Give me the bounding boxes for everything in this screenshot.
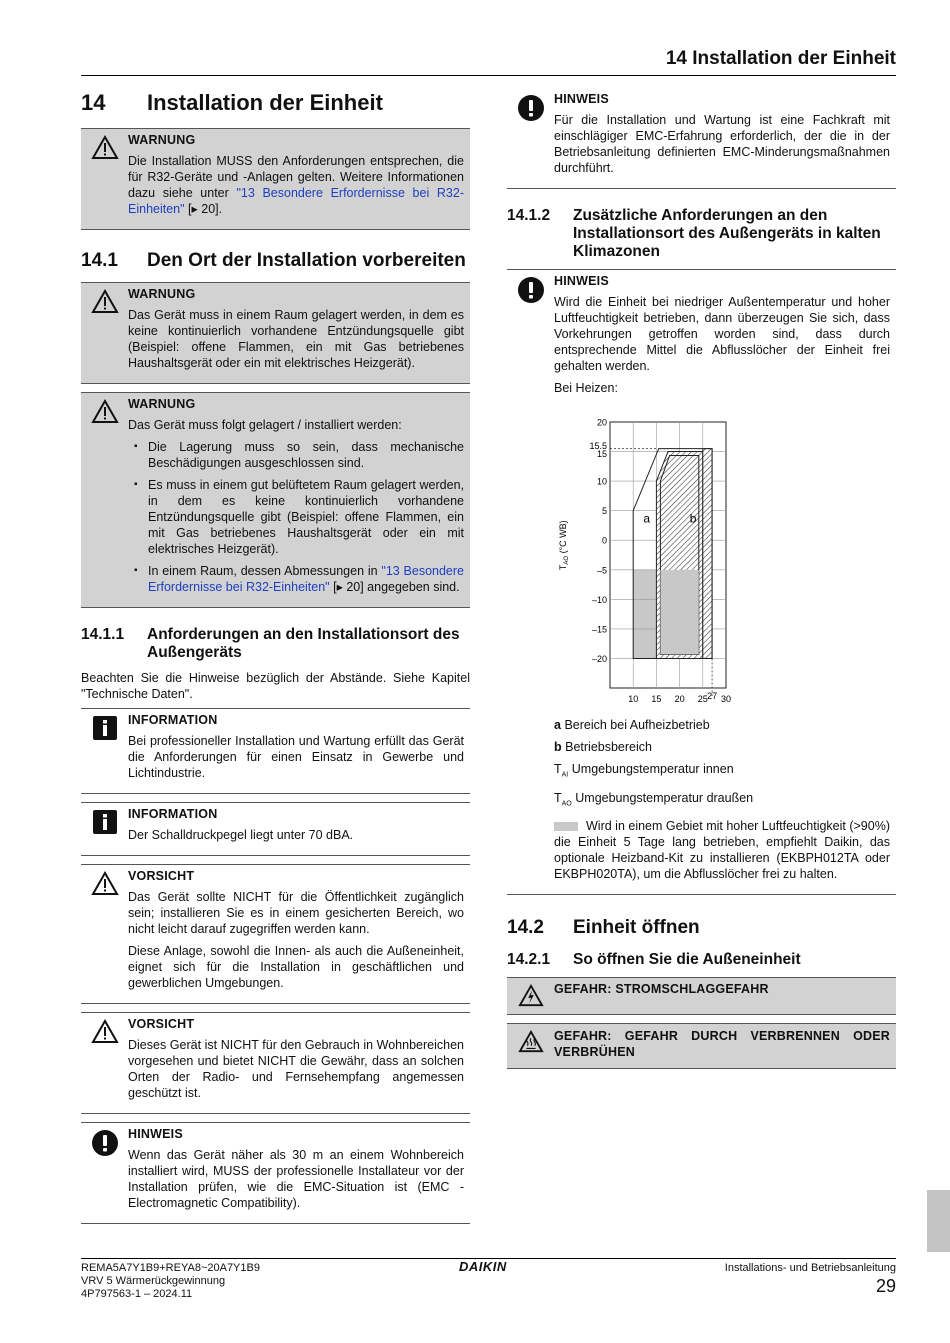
warning-text: Die Installation MUSS den Anforderungen entsprechen, die für R32-Geräte und -Anlagen gelten. Weitere Informationen dazu siehe unter "13 Besondere Erfordernisse bei R32-Einheiten" [▸ 20]. [128,154,464,216]
notice-exclamation-icon [81,1127,128,1217]
grey-swatch [554,822,578,831]
region-label-a: a [643,511,651,526]
chapter-title: Installation der Einheit [147,90,383,115]
information-text: Bei professioneller Installation und Wartung erfüllt das Gerät die Anforderungen für einen Einsatz in Gewerbe und Lichtindustrie. [128,734,464,780]
footer-document-info: REMA5A7Y1B9+REYA8~20A7Y1B9 VRV 5 Wärmerückgewinnung 4P797563-1 – 2024.11 [81,1262,260,1300]
warning-box [81,282,470,384]
running-header-title: 14 Installation der Einheit [665,48,896,69]
list-item: ▪ Die Lagerung muss so sein, dass mechanische Beschädigungen ausgeschlossen sind. [128,439,464,471]
danger-box [507,1023,896,1069]
caution-box [81,1012,470,1114]
chapter-number: 14 [81,90,106,115]
chapter-heading [81,90,470,116]
caution-text: Dieses Gerät ist NICHT für den Gebrauch in Wohnbereichen vorgesehen und bietet NICHT die Gewähr, dass an solchen Orten der Radio- und Fernsehempfang angemessen geschützt ist. [128,1038,464,1100]
warning-box [81,392,470,608]
hot-surface-warning-icon [507,1028,554,1062]
subsection-heading: 14.2.1 So öffnen Sie die Außeneinheit [507,951,801,968]
header-rule [81,75,896,76]
list-item: ▪ In einem Raum, dessen Abmessungen in "13 Besondere Erfordernisse bei R32-Einheiten" [▸ 20] angegeben sind. [128,563,464,595]
y-axis-label: $T_{AO}$ (°C WB) [558,520,570,571]
information-box [81,708,470,794]
caution-triangle-icon [81,869,128,997]
y-tick-label: 15.5 [589,441,607,452]
legend-tao: $T_{AO}$ Umgebungstemperatur draußen [554,790,754,807]
legend-tai: $T_{AI}$ Umgebungstemperatur innen [554,762,734,779]
subsection-heading: 14.1.1 Anforderungen an den Installationsort des Außengeräts [81,626,460,661]
warning-box [81,128,470,230]
caution-title: VORSICHT [128,869,195,883]
caution-triangle-icon [81,1017,128,1107]
caution-text: Diese Anlage, sowohl die Innen- als auch die Außeneinheit, eignet sich für die Installation in geschäftlichen und gewerblichen Umgebungen. [128,944,464,990]
information-title: INFORMATION [128,807,218,821]
right-column [507,88,896,1077]
caution-text: Das Gerät sollte NICHT für die Öffentlichkeit zugänglich sein; installieren Sie es in einem gesicherten Bereich, wo nicht leicht darauf zugegriffen werden kann. [128,890,464,936]
region-label-b: b [689,511,697,526]
information-icon [81,713,128,787]
y-tick-label: –20 [591,653,607,664]
warning-text: Das Gerät muss folgt gelagert / installiert werden: [128,418,402,432]
y-tick-label: 10 [596,476,607,487]
y-tick-label: –5 [596,565,607,576]
notice-title: HINWEIS [128,1127,183,1141]
warning-triangle-icon [81,287,128,377]
left-column [81,88,470,1232]
y-tick-label: 20 [596,417,607,428]
x-tick-label: 10 [628,694,639,702]
caution-title: VORSICHT [128,1017,195,1031]
region-b-humidity-fill [660,570,698,655]
warning-triangle-icon [81,397,128,601]
body-paragraph: Beachten Sie die Hinweise bezüglich der Abstände. Siehe Kapitel "Technische Daten". [81,671,470,701]
y-tick-label: 5 [601,506,607,517]
section-heading: 14.1 Den Ort der Installation vorbereiten [81,250,466,271]
notice-text: Für die Installation und Wartung ist eine Fachkraft mit einschlägiger EMC-Erfahrung erforderlich, der die in der Betriebsanleitung definierten EMC-Minderungsmaßnahmen durchführt. [554,113,890,175]
notice-text: Wird die Einheit bei niedriger Außentemperatur und hoher Luftfeuchtigkeit betrieben, dann überzeugen Sie sich, dass Vorkehrungen getroffen worden sind, dass durch entsprechende Mittel die Abflusslöcher der Einheit frei gehalten werden. [554,295,890,373]
cross-reference-link[interactable]: "13 Besondere Erfordernisse bei R32-Einheiten" [128,186,464,216]
notice-box [507,269,896,895]
operating-range-chart [554,402,754,702]
danger-box [507,977,896,1015]
section-heading: 14.2 Einheit öffnen [507,917,700,938]
y-tick-label: 0 [601,535,607,546]
legend-b: b Betriebsbereich [554,740,652,754]
danger-title: GEFAHR: STROMSCHLAGGEFAHR [554,982,769,996]
x-tick-label: 30 [720,694,732,702]
page-edge-tab [927,1190,950,1252]
x-tick-label: 20 [674,694,685,702]
notice-box [81,1122,470,1224]
information-box [81,802,470,856]
danger-title: GEFAHR: GEFAHR DURCH VERBRENNEN ODER VERBRÜHEN [554,1029,890,1059]
legend-grey-area: Wird in einem Gebiet mit hoher Luftfeuchtigkeit (>90%) die Einheit 5 Tage lang betrieben, empfiehlt Daikin, das optionale Heizband-Kit zu installieren (EKBPH012TA oder EKBPH020TA), um die Abflusslöcher frei zu halten. [554,819,890,881]
heating-label: Bei Heizen: [554,381,618,395]
warning-title: WARNUNG [128,397,196,411]
warning-triangle-icon [81,133,128,223]
y-tick-label: –15 [591,624,607,635]
notice-exclamation-icon [507,274,554,888]
information-icon [81,807,128,849]
information-text: Der Schalldruckpegel liegt unter 70 dBA. [128,828,354,842]
warning-title: WARNUNG [128,287,196,301]
caution-box [81,864,470,1004]
bullet-list [128,439,464,595]
notice-exclamation-icon [507,92,554,182]
cross-reference-link[interactable]: "13 Besondere Erfordernisse bei R32-Einheiten" [148,564,464,594]
notice-title: HINWEIS [554,92,609,106]
footer-manual-title: Installations- und Betriebsanleitung [724,1262,896,1274]
x-tick-label: 27 [707,691,718,701]
x-tick-label: 25 [697,694,708,702]
y-tick-label: –10 [591,594,607,605]
daikin-logo: DAIKIN [459,1259,507,1274]
warning-text: Das Gerät muss in einem Raum gelagert werden, in dem es keine kontinuierlich vorhandene Entzündungsquelle gibt (Beispiel: offene Flammen, ein mit Gas betriebenes Haushaltsgerät oder ein mit elektrisches Heizgerät). [128,308,464,370]
x-tick-label: 15 [651,694,662,702]
region-a-right-hatch [703,449,712,659]
notice-box [507,88,896,189]
y-tick-label: 15 [596,449,607,460]
warning-title: WARNUNG [128,133,196,147]
electric-shock-warning-icon [507,982,554,1008]
notice-title: HINWEIS [554,274,609,288]
page-number: 29 [875,1276,896,1296]
subsection-heading: 14.1.2 Zusätzliche Anforderungen an den Installationsort des Außengeräts in kalten Klimazonen [507,207,881,260]
legend-a: a Bereich bei Aufheizbetrieb [554,718,710,732]
notice-text: Wenn das Gerät näher als 30 m an einem Wohnbereich installiert wird, MUSS der professionelle Installateur vor der Installation prüfen, wie die EMC-Situation ist (EMC - Electromagnetic Compatibility). [128,1148,464,1210]
list-item: ▪ Es muss in einem gut belüftetem Raum gelagert werden, in dem es keine kontinuierlich vorhandene Entzündungsquelle gibt (Beispiel: offene Flammen, ein mit Gas betriebenes Haushaltsgerät oder ein mit elektrisches Heizgerät). [128,477,464,557]
information-title: INFORMATION [128,713,218,727]
